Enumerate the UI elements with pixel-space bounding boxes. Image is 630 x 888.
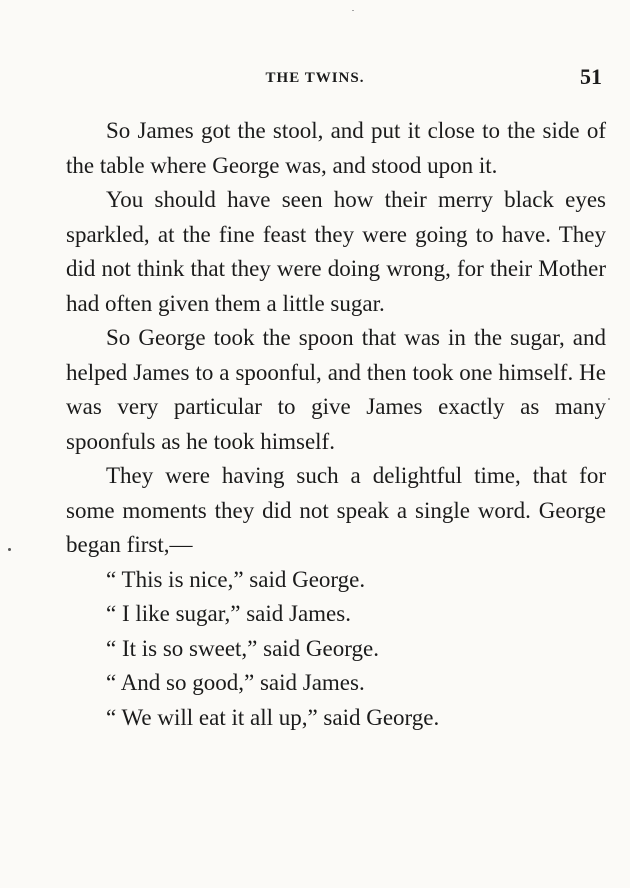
paragraph-3: So George took the spoon that was in the sugar, and helped James to a spoonful, and then took one himself. He was very particular to give James exactly as many spoonfuls as he took himself. (66, 325, 606, 454)
page-number: 51 (580, 64, 602, 89)
running-title: THE TWINS. (265, 70, 365, 86)
page-header (0, 64, 630, 94)
dialogue-line-1: “ This is nice,” said George. (106, 566, 366, 592)
dialogue-line-2: “ I like sugar,” said James. (106, 601, 351, 626)
paragraph-1: So James got the stool, and put it close to the side of the table where George was, and stood upon it. (66, 118, 606, 178)
paragraph-4: They were having such a delightful time, that for some moments they did not speak a single word. George began first,— (66, 463, 606, 557)
dialogue-line-3: “ It is so sweet,” said George. (106, 635, 379, 661)
dialogue-line-4: “ And so good,” said James. (106, 670, 365, 695)
body-text (66, 114, 606, 735)
dialogue-line-5: “ We will eat it all up,” said George. (106, 704, 440, 730)
paper-speck (8, 548, 11, 551)
paragraph-2: You should have seen how their merry black eyes sparkled, at the fine feast they were going to have. They did not think that they were doing wrong, for their Mother had often given them a little sugar. (66, 187, 606, 316)
paper-speck (352, 10, 354, 11)
paper-speck (608, 398, 610, 400)
